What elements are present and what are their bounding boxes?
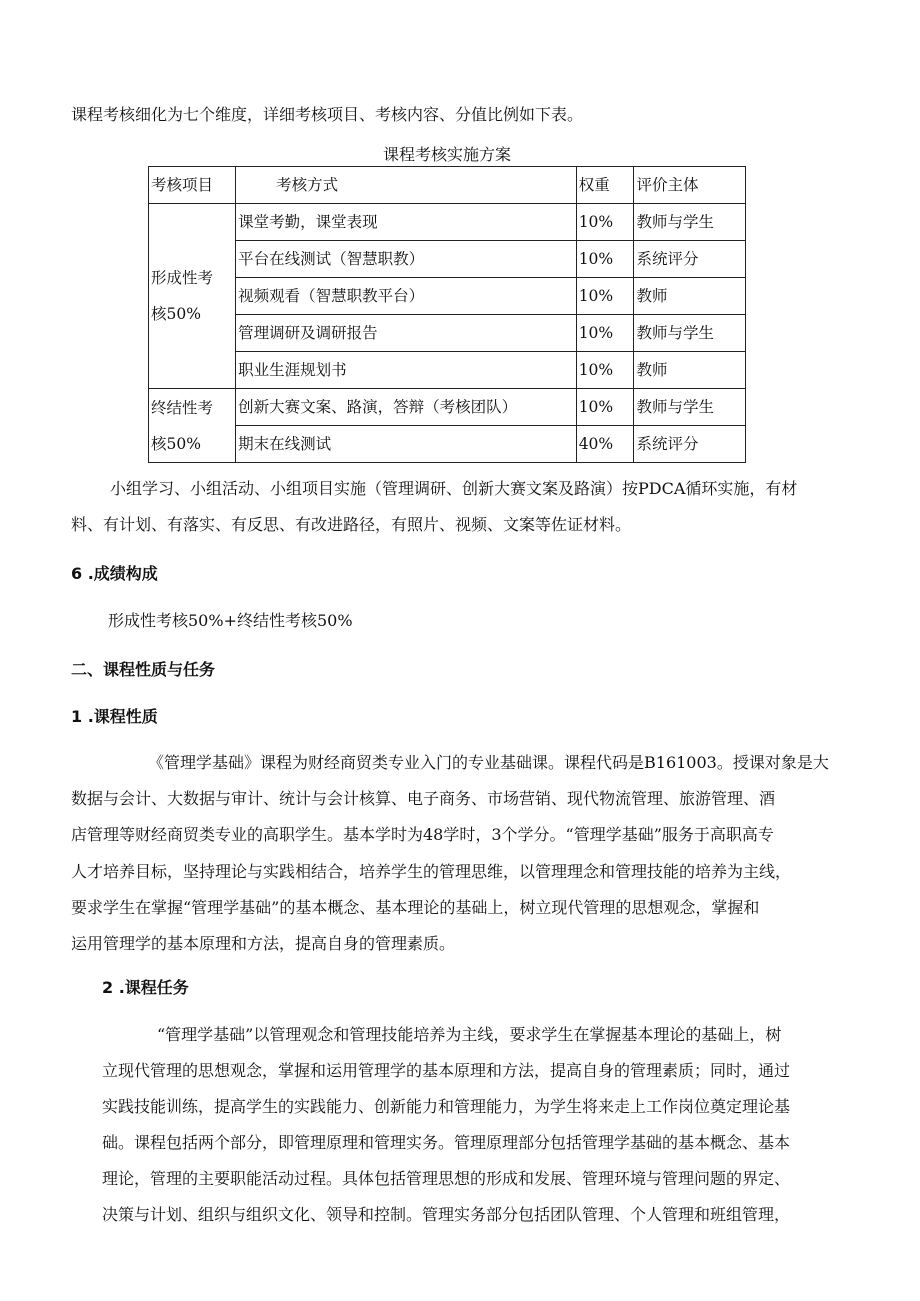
course-task-heading: 2 .课程任务 [102, 978, 189, 997]
grade-formula: 形成性考核50%+终结性考核50% [108, 611, 353, 630]
header-weight: 权重 [576, 167, 634, 204]
cell-evaluator: 系统评分 [634, 426, 746, 463]
table-row [149, 426, 746, 463]
course-nature-heading: 1 .课程性质 [71, 707, 158, 726]
nature-line: 《管理学基础》课程为财经商贸类专业入门的专业基础课。课程代码是B161003。授课对象是大 [148, 753, 829, 772]
nature-line: 运用管理学的基本原理和方法，提高自身的管理素质。 [71, 934, 456, 953]
cell-method: 职业生涯规划书 [236, 352, 577, 389]
nature-line: 人才培养目标，坚持理论与实践相结合，培养学生的管理思维，以管理理念和管理技能的培养为主线， [71, 862, 792, 881]
table-caption: 课程考核实施方案 [382, 145, 511, 164]
cell-weight: 40% [576, 426, 634, 463]
cell-weight: 10% [576, 278, 634, 315]
task-line: 决策与计划、组织与组织文化、领导和控制。管理实务部分包括团队管理、个人管理和班组管理， [102, 1205, 791, 1224]
task-line: 础。课程包括两个部分，即管理原理和管理实务。管理原理部分包括管理学基础的基本概念、基本 [102, 1133, 791, 1152]
header-method: 考核方式 [236, 167, 577, 204]
nature-line: 数据与会计、大数据与审计、统计与会计核算、电子商务、市场营销、现代物流管理、旅游管理、酒 [71, 789, 776, 808]
task-line: 理论，管理的主要职能活动过程。具体包括管理思想的形成和发展、管理环境与管理问题的界定、 [102, 1169, 791, 1188]
cell-evaluator: 教师与学生 [634, 204, 746, 241]
cell-method: 期末在线测试 [236, 426, 577, 463]
task-line: 立现代管理的思想观念，掌握和运用管理学的基本原理和方法，提高自身的管理素质；同时，通过 [102, 1061, 791, 1080]
cell-weight: 10% [576, 389, 634, 426]
cell-evaluator: 教师 [634, 278, 746, 315]
cell-method: 创新大赛文案、路演，答辩（考核团队） [236, 389, 577, 426]
cell-method: 平台在线测试（智慧职教） [236, 241, 577, 278]
group-label-line: 核50% [151, 305, 201, 323]
table-row [149, 315, 746, 352]
header-item: 考核项目 [149, 167, 236, 204]
assessment-table [148, 166, 746, 463]
task-line: 实践技能训练，提高学生的实践能力、创新能力和管理能力，为学生将来走上工作岗位奠定理论基 [102, 1097, 791, 1116]
cell-weight: 10% [576, 241, 634, 278]
cell-evaluator: 教师与学生 [634, 315, 746, 352]
section2-heading: 二、课程性质与任务 [71, 660, 216, 679]
cell-weight: 10% [576, 204, 634, 241]
task-line: “管理学基础”以管理观念和管理技能培养为主线，要求学生在掌握基本理论的基础上，树 [157, 1025, 782, 1044]
intro-line: 课程考核细化为七个维度，详细考核项目、考核内容、分值比例如下表。 [71, 105, 584, 124]
group-label-line: 终结性考 [151, 398, 214, 417]
group-label-line: 形成性考 [151, 269, 214, 287]
table-header-row [149, 167, 746, 204]
table-row [149, 389, 746, 426]
cell-weight: 10% [576, 315, 634, 352]
table-row [149, 352, 746, 389]
pdca-line-2: 料、有计划、有落实、有反思、有改进路径，有照片、视频、文案等佐证材料。 [71, 515, 632, 534]
cell-evaluator: 教师与学生 [634, 389, 746, 426]
nature-line: 要求学生在掌握“管理学基础”的基本概念、基本理论的基础上，树立现代管理的思想观念，掌握和 [71, 898, 760, 917]
cell-method: 管理调研及调研报告 [236, 315, 577, 352]
section6-heading: 6 .成绩构成 [71, 564, 158, 583]
pdca-line-1: 小组学习、小组活动、小组项目实施（管理调研、创新大赛文案及路演）按PDCA循环实施，有材 [110, 479, 798, 498]
group-label-summative [149, 389, 236, 463]
cell-method: 课堂考勤，课堂表现 [236, 204, 577, 241]
table-row [149, 241, 746, 278]
cell-evaluator: 系统评分 [634, 241, 746, 278]
header-evaluator: 评价主体 [634, 167, 746, 204]
group-label-line: 核50% [151, 434, 201, 453]
table-row [149, 204, 746, 241]
cell-method: 视频观看（智慧职教平台） [236, 278, 577, 315]
nature-line: 店管理等财经商贸类专业的高职学生。基本学时为48学时，3个学分。“管理学基础”服务于高职高专 [71, 825, 774, 844]
table-row [149, 278, 746, 315]
cell-evaluator: 教师 [634, 352, 746, 389]
group-label-formative [149, 204, 236, 389]
cell-weight: 10% [576, 352, 634, 389]
